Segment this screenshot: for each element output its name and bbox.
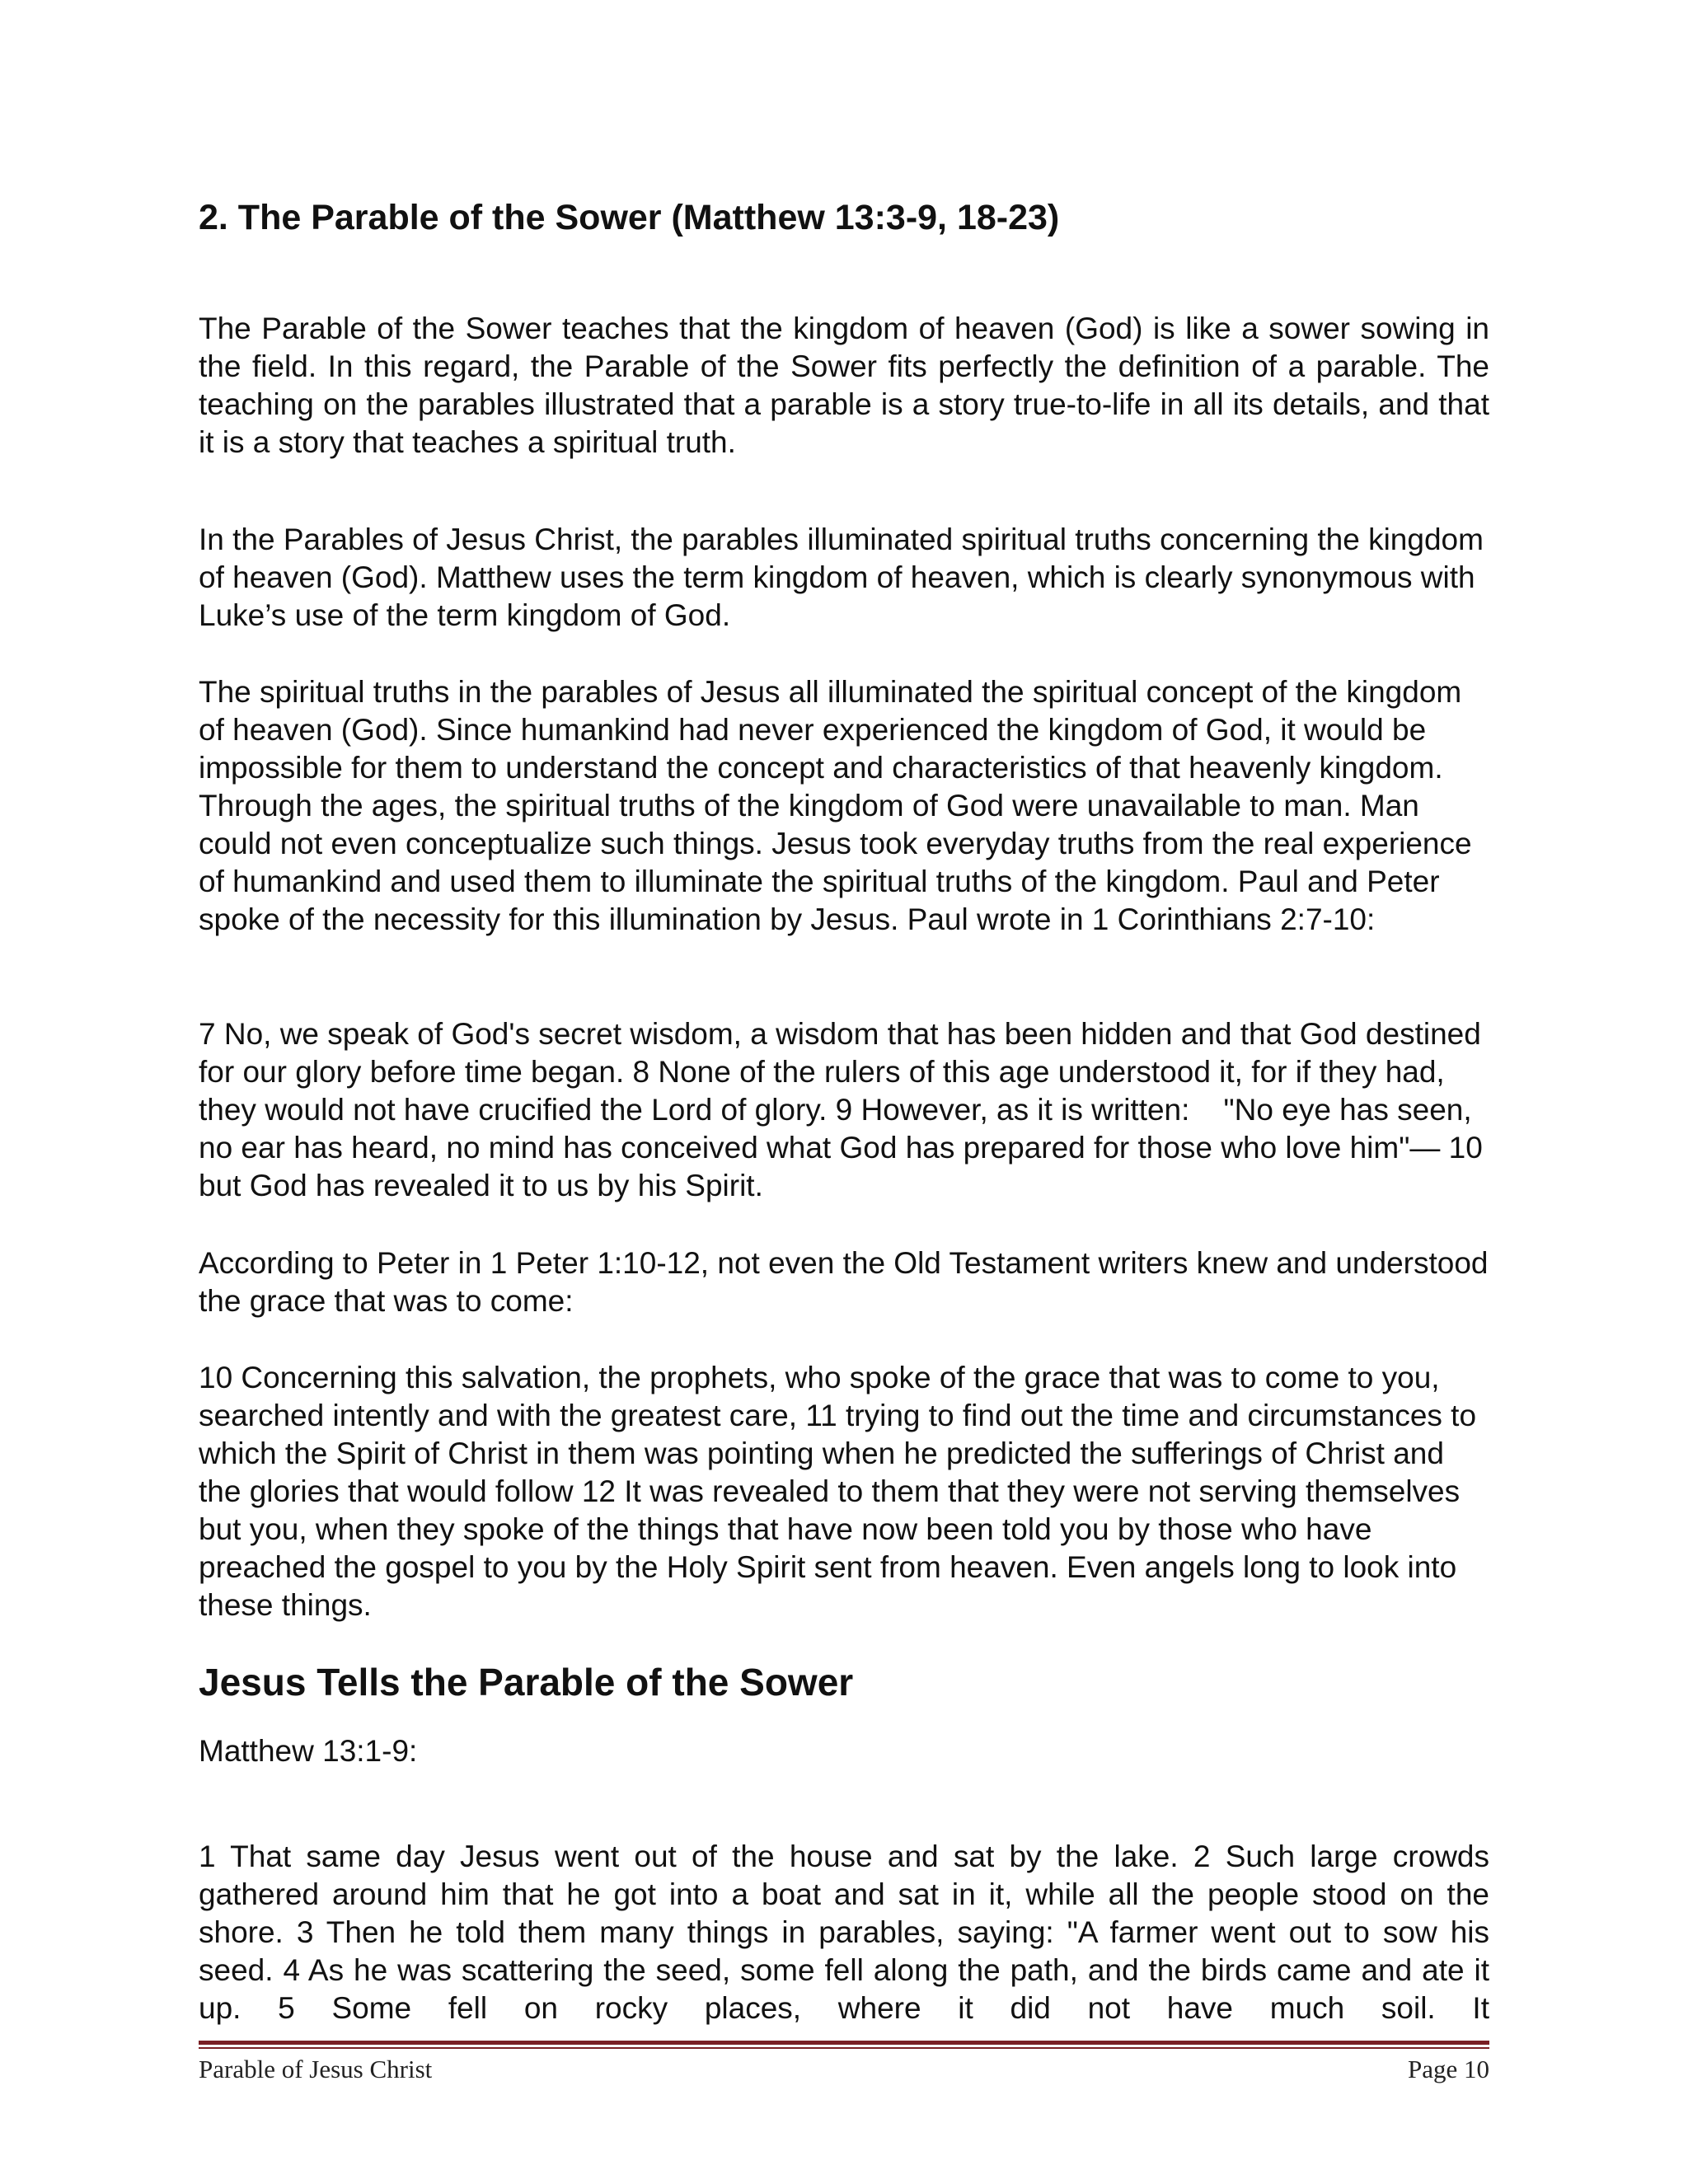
paragraph-spiritual-truths: The spiritual truths in the parables of Jesus all illuminated the spiritual concept of the kingdom of heaven (God). Since humankind had never experienced the kingdom of God, it would be impossible for them to understand the concept and characteristics of that heavenly kingdom. Through the ages, the spiritual truths of the kingdom of God were unavailable to man. Man could not even conceptualize such things. Jesus took everyday truths from the real experience of humankind and used them to illuminate the spiritual truths of the kingdom. Paul and Peter spoke of the necessity for this illumination by Jesus. Paul wrote in 1 Corinthians 2:7-10: [199, 675, 1472, 936]
footer-divider [199, 2041, 1489, 2049]
paragraph-corinthians-quote: 7 No, we speak of God's secret wisdom, a wisdom that has been hidden and that God destined for our glory before time began. 8 None of the rulers of this age understood it, for if they had, they would not have crucified the Lord of glory. 9 However, as it is written: "No eye has seen, no ear has heard, no mind has conceived what God has prepared for those who love him"— 10 but God has revealed it to us by his Spirit. [199, 1017, 1492, 1202]
subheading: Jesus Tells the Parable of the Sower [199, 1661, 854, 1704]
scripture-reference: Matthew 13:1-9: [199, 1734, 418, 1768]
section-heading: 2. The Parable of the Sower (Matthew 13:3-9, 18-23) [199, 198, 1060, 237]
paragraph-peter-intro: According to Peter in 1 Peter 1:10-12, not even the Old Testament writers knew and understood the grace that was to come: [199, 1246, 1489, 1318]
footer-title: Parable of Jesus Christ [199, 2055, 433, 2083]
paragraph-peter-quote: 10 Concerning this salvation, the prophets, who spoke of the grace that was to come to you, searched intently and with the greatest care, 11 trying to find out the time and circumstances to which the Spirit of Christ in them was pointing when he predicted the sufferings of Christ and the glories that would follow 12 It was revealed to them that they were not serving themselves but you, when they spoke of the things that have now been told you by those who have preached the gospel to you by the Holy Spirit sent from heaven. Even angels long to look into these things. [199, 1361, 1477, 1622]
page-number: Page 10 [1407, 2055, 1489, 2083]
paragraph-intro: The Parable of the Sower teaches that the kingdom of heaven (God) is like a sower sowing in the field. In this regard, the Parable of the Sower fits perfectly the definition of a parable. The teaching on the parables illustrated that a parable is a story true-to-life in all its details, and that it is a story that teaches a spiritual truth. [199, 312, 1489, 459]
paragraph-kingdom: In the Parables of Jesus Christ, the parables illuminated spiritual truths concerning the kingdom of heaven (God). Matthew uses the term kingdom of heaven, which is clearly synonymous with Luke’s use of the term kingdom of God. [199, 523, 1484, 632]
paragraph-matthew-quote: 1 That same day Jesus went out of the house and sat by the lake. 2 Such large crowds gathered around him that he got into a boat and sat in it, while all the people stood on the shore. 3 Then he told them many things in parables, saying: "A farmer went out to sow his seed. 4 As he was scattering the seed, some fell along the path, and the birds came and ate it up. 5 Some fell on rocky places, where it did not have much soil. It [199, 1840, 1489, 2025]
